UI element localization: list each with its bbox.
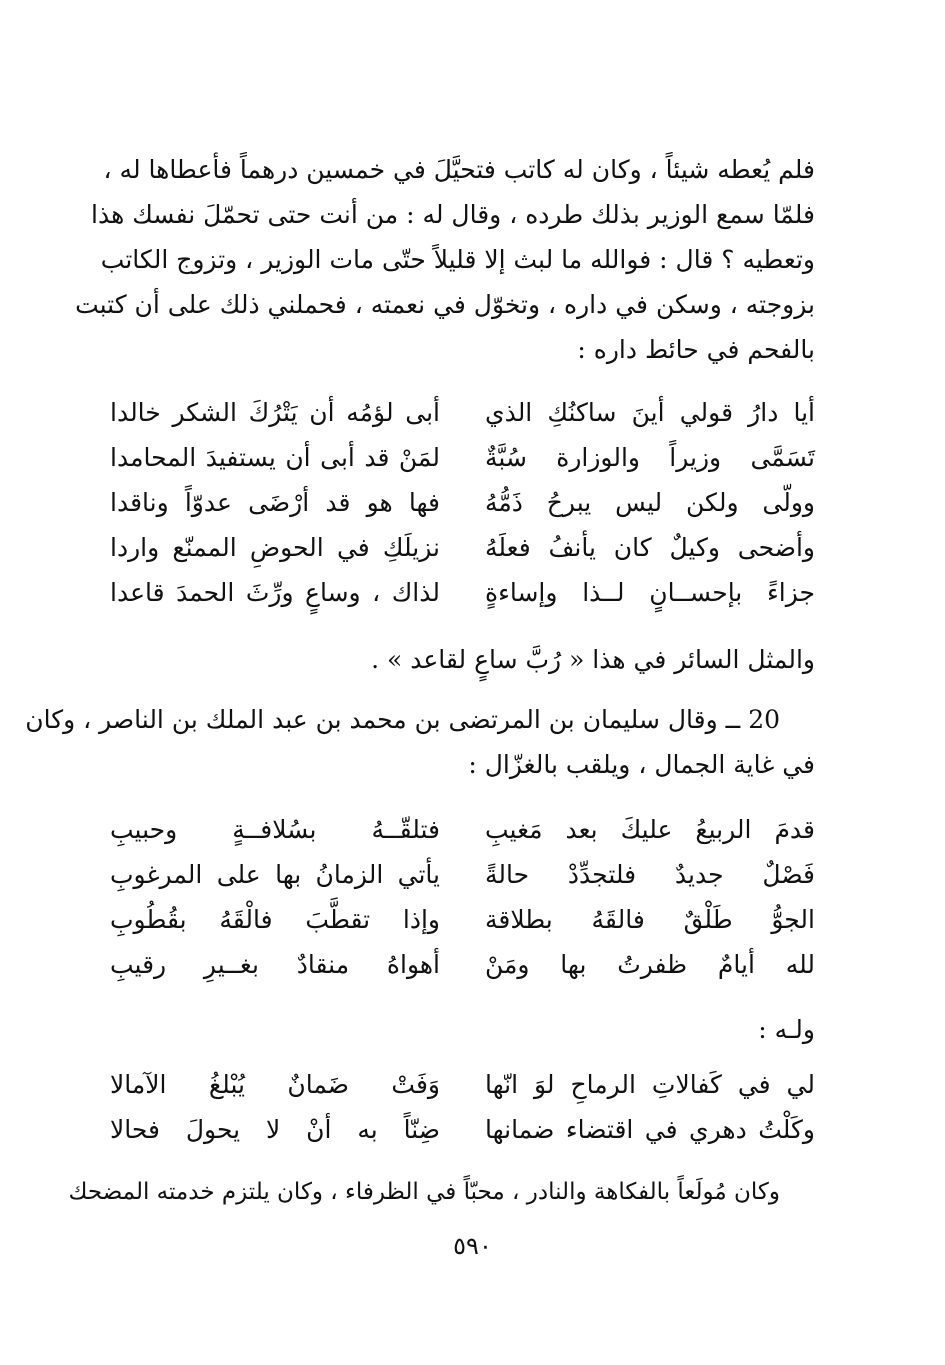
- attribution-line: ولـه :: [758, 1015, 815, 1044]
- verse-first-hemistich: وأضحى وكيلٌ كان يأنفُ فعلَهُ: [485, 533, 815, 562]
- verse-second-hemistich: نزيلَكِ في الحوضِ الممنّع واردا: [110, 533, 440, 562]
- verse-first-hemistich: وكَلْتُ دهري في اقتضاء ضمانها: [485, 1115, 815, 1144]
- section-heading-line: 20 ــ وقال سليمان بن المرتضى بن محمد بن عبد الملك بن الناصر ، وكان: [25, 705, 780, 734]
- verse-second-hemistich: وإذا تقطَّبَ فالْقَهُ بقُطُوبِ: [110, 905, 440, 934]
- section-heading-line: في غاية الجمال ، ويلقب بالغزّال :: [468, 750, 815, 779]
- paragraph-line: بالفحم في حائط داره :: [577, 335, 815, 364]
- verse-first-hemistich: تَسَمَّى وزيراً والوزارة سُبَّةٌ: [485, 443, 815, 472]
- verse-first-hemistich: أيا دارُ قولي أينَ ساكنُكِ الذي: [485, 398, 815, 427]
- verse-second-hemistich: أهواهُ منقادٌ بغــيرِ رقيبِ: [110, 950, 440, 979]
- verse-second-hemistich: لمَنْ قد أبى أن يستفيدَ المحامدا: [110, 443, 440, 472]
- page-number: ٥٩٠: [453, 1232, 492, 1260]
- verse-first-hemistich: لي في كَفالاتِ الرماحِ لوَ انّها: [485, 1070, 815, 1099]
- verse-first-hemistich: جزاءً بإحســانٍ لــذا وإساءةٍ: [485, 578, 815, 607]
- verse-second-hemistich: فها هو قد أرْضَى عدوّاً وناقدا: [110, 488, 440, 517]
- verse-second-hemistich: أبى لؤمُه أن يَتْرُكَ الشكر خالدا: [110, 398, 440, 427]
- verse-first-hemistich: الجوُّ طَلْقٌ فالقَهُ بطلاقة: [485, 905, 815, 934]
- verse-first-hemistich: فَصْلٌ جديدٌ فلتجدِّدْ حالةً: [485, 860, 815, 889]
- verse-second-hemistich: ضِنّاً به أنْ لا يحولَ فحالا: [110, 1115, 440, 1144]
- verse-second-hemistich: يأتي الزمانُ بها على المرغوبِ: [110, 860, 440, 889]
- verse-second-hemistich: وَفَتْ ضَمانٌ يُبْلغُ الآمالا: [110, 1070, 440, 1099]
- verse-first-hemistich: وولّى ولكن ليس يبرحُ ذَمُّهُ: [485, 488, 815, 517]
- paragraph-line: فلمّا سمع الوزير بذلك طرده ، وقال له : من أنت حتى تحمّلَ نفسك هذا: [91, 200, 815, 229]
- paragraph-line: وتعطيه ؟ قال : فوالله ما لبث إلا قليلاً حتّى مات الوزير ، وتزوج الكاتب: [100, 245, 815, 274]
- verse-second-hemistich: فتلقّــهُ بسُلافــةٍ وحبيبِ: [110, 815, 440, 844]
- verse-first-hemistich: قدمَ الربيعُ عليكَ بعد مَغيبِ: [485, 815, 815, 844]
- paragraph-line: بزوجته ، وسكن في داره ، وتخوّل في نعمته ، فحملني ذلك على أن كتبت: [75, 290, 815, 319]
- proverb-line: والمثل السائر في هذا « رُبَّ ساعٍ لقاعد » .: [371, 645, 815, 674]
- paragraph-line: وكان مُولَعاً بالفكاهة والنادر ، محبّاً في الظرفاء ، وكان يلتزم خدمته المضحك: [68, 1179, 780, 1205]
- paragraph-line: فلم يُعطه شيئاً ، وكان له كاتب فتحيَّلَ في خمسين درهماً فأعطاها له ،: [103, 155, 815, 184]
- verse-first-hemistich: لله أيامٌ ظفرتُ بها ومَنْ: [485, 950, 815, 979]
- verse-second-hemistich: لذاك ، وساعٍ ورِّثَ الحمدَ قاعدا: [110, 578, 440, 607]
